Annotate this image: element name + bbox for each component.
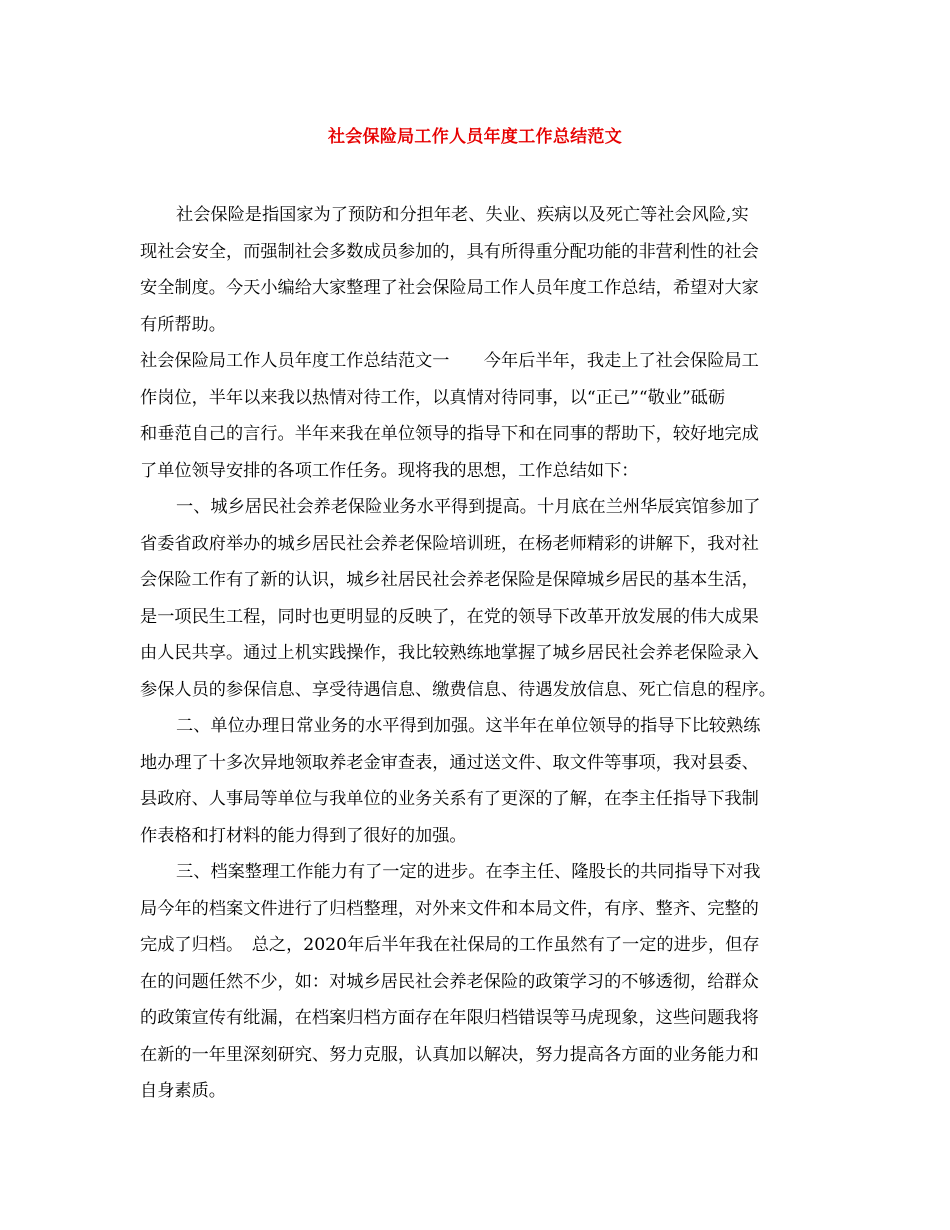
body-line: 自身素质。 (140, 1081, 226, 1101)
body-line: 的政策宣传有纰漏，在档案归档方面存在年限归档错误等马虎现象，这些问题我将 (140, 1008, 759, 1028)
body-line: 有所帮助。 (140, 314, 226, 335)
document-body (140, 197, 828, 1110)
body-line: 现社会安全，而强制社会多数成员参加的，具有所得重分配功能的非营利性的社会 (140, 241, 759, 262)
body-line: 一、城乡居民社会养老保险业务水平得到提高。十月底在兰州华辰宾馆参加了 (176, 497, 761, 517)
body-line: 作表格和打材料的能力得到了很好的加强。 (140, 825, 467, 846)
body-line: 在的问题任然不少，如：对城乡居民社会养老保险的政策学习的不够透彻，给群众 (140, 971, 759, 992)
body-line: 县政府、人事局等单位与我单位的业务关系有了更深的了解，在李主任指导下我制 (140, 789, 759, 809)
body-line: 安全制度。今天小编给大家整理了社会保险局工作人员年度工作总结，希望对大家 (140, 278, 759, 298)
body-line: 会保险工作有了新的认识，城乡社居民社会养老保险是保障城乡居民的基本生活， (140, 570, 759, 590)
body-line: 作岗位，半年以来我以热情对待工作，以真情对待同事，以“正己”“敬业”砥砺 (140, 387, 726, 408)
body-line: 地办理了十多次异地领取养老金审查表，通过送文件、取文件等事项，我对县委、 (140, 752, 759, 773)
body-line: 是一项民生工程，同时也更明显的反映了，在党的领导下改革开放发展的伟大成果 (140, 606, 759, 627)
body-line: 由人民共享。通过上机实践操作，我比较熟练地掌握了城乡居民社会养老保险录入 (140, 643, 759, 663)
body-line: 在新的一年里深刻研究、努力克服，认真加以解决，努力提高各方面的业务能力和 (140, 1044, 759, 1065)
body-line: 和垂范自己的言行。半年来我在单位领导的指导下和在同事的帮助下，较好地完成 (140, 424, 759, 444)
document-title: 社会保险局工作人员年度工作总结范文 (327, 127, 623, 147)
body-line: 三、档案整理工作能力有了一定的进步。在李主任、隆股长的共同指导下对我 (176, 862, 761, 882)
body-line: 了单位领导安排的各项工作任务。现将我的思想，工作总结如下： (140, 460, 639, 481)
body-line: 局今年的档案文件进行了归档整理，对外来文件和本局文件，有序、整齐、完整的 (140, 898, 759, 919)
body-line: 省委省政府举办的城乡居民社会养老保险培训班，在杨老师精彩的讲解下，我对社 (140, 533, 759, 554)
body-line: 参保人员的参保信息、享受待遇信息、缴费信息、待遇发放信息、死亡信息的程序。 (140, 679, 776, 700)
body-line: 社会保险局工作人员年度工作总结范文一 今年后半年，我走上了社会保险局工 (140, 351, 759, 371)
body-line: 完成了归档。 总之，2020年后半年我在社保局的工作虽然有了一定的进步，但存 (140, 935, 760, 955)
body-line: 社会保险是指国家为了预防和分担年老、失业、疾病以及死亡等社会风险,实 (176, 205, 749, 225)
body-line: 二、单位办理日常业务的水平得到加强。这半年在单位领导的指导下比较熟练 (176, 716, 761, 736)
